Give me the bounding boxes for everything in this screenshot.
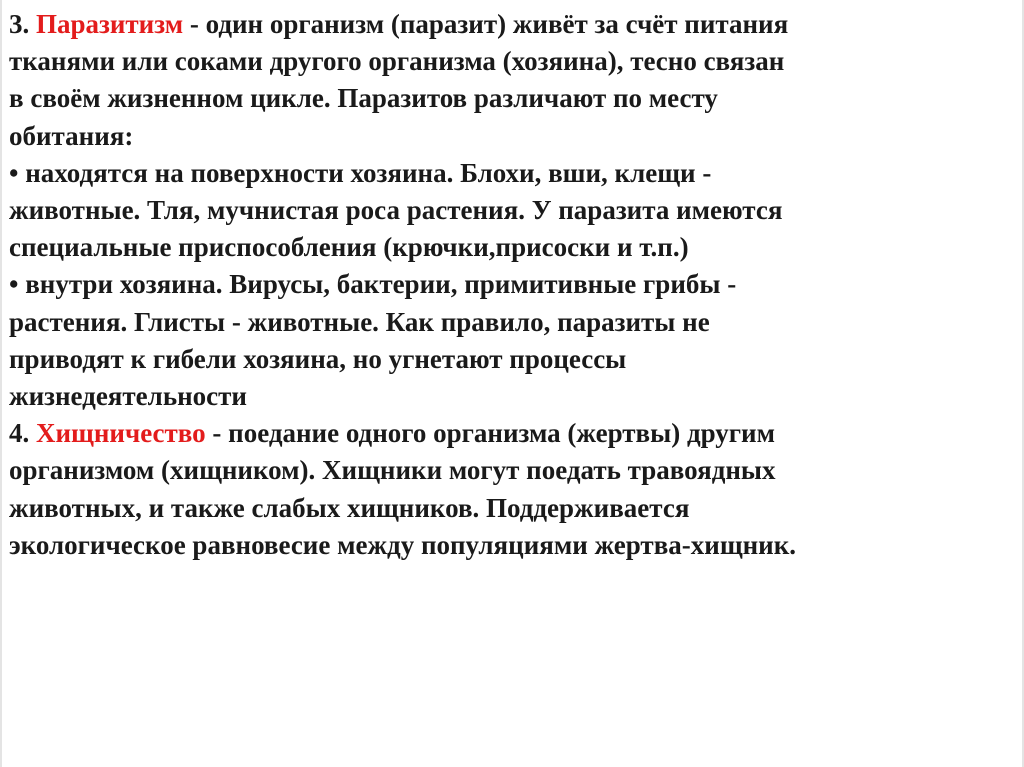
- text-line: животные. Тля, мучнистая роса растения. У паразита имеются: [9, 195, 783, 226]
- term-parasitism: Паразитизм: [36, 9, 184, 39]
- section-number: 3.: [9, 9, 36, 39]
- text-line: обитания:: [9, 120, 134, 151]
- term-predation: Хищничество: [36, 418, 206, 449]
- text-line: растения. Глисты - животные. Как правило, паразиты не: [9, 306, 710, 337]
- slide-text: [9, 6, 1019, 564]
- definition-text: - поедание одного организма (жертвы) другим: [205, 418, 775, 449]
- text-line: приводят к гибели хозяина, но угнетают процессы: [9, 343, 627, 374]
- text-line-parasitism-heading: [9, 6, 1019, 43]
- text-line: экологическое равновесие между популяциями жертва-хищник.: [9, 529, 797, 560]
- text-line: животных, и также слабых хищников. Поддерживается: [9, 492, 690, 523]
- section-number: 4.: [9, 418, 36, 449]
- text-line-predation-heading: [9, 415, 1019, 452]
- text-line: специальные приспособления (крючки,присоски и т.п.): [9, 232, 689, 263]
- text-line: тканями или соками другого организма (хозяина), тесно связан: [9, 46, 785, 77]
- slide-left-edge: [0, 0, 2, 767]
- text-line: организмом (хищником). Хищники могут поедать травоядных: [9, 455, 776, 486]
- text-line: в своём жизненном цикле. Паразитов различают по месту: [9, 83, 718, 114]
- definition-text: - один организм (паразит) живёт за счёт питания: [183, 9, 789, 39]
- text-line: жизнедеятельности: [9, 381, 247, 412]
- bullet-line-surface-parasites: • находятся на поверхности хозяина. Блохи, вши, клещи -: [9, 157, 712, 188]
- bullet-line-internal-parasites: • внутри хозяина. Вирусы, бактерии, примитивные грибы -: [9, 269, 737, 300]
